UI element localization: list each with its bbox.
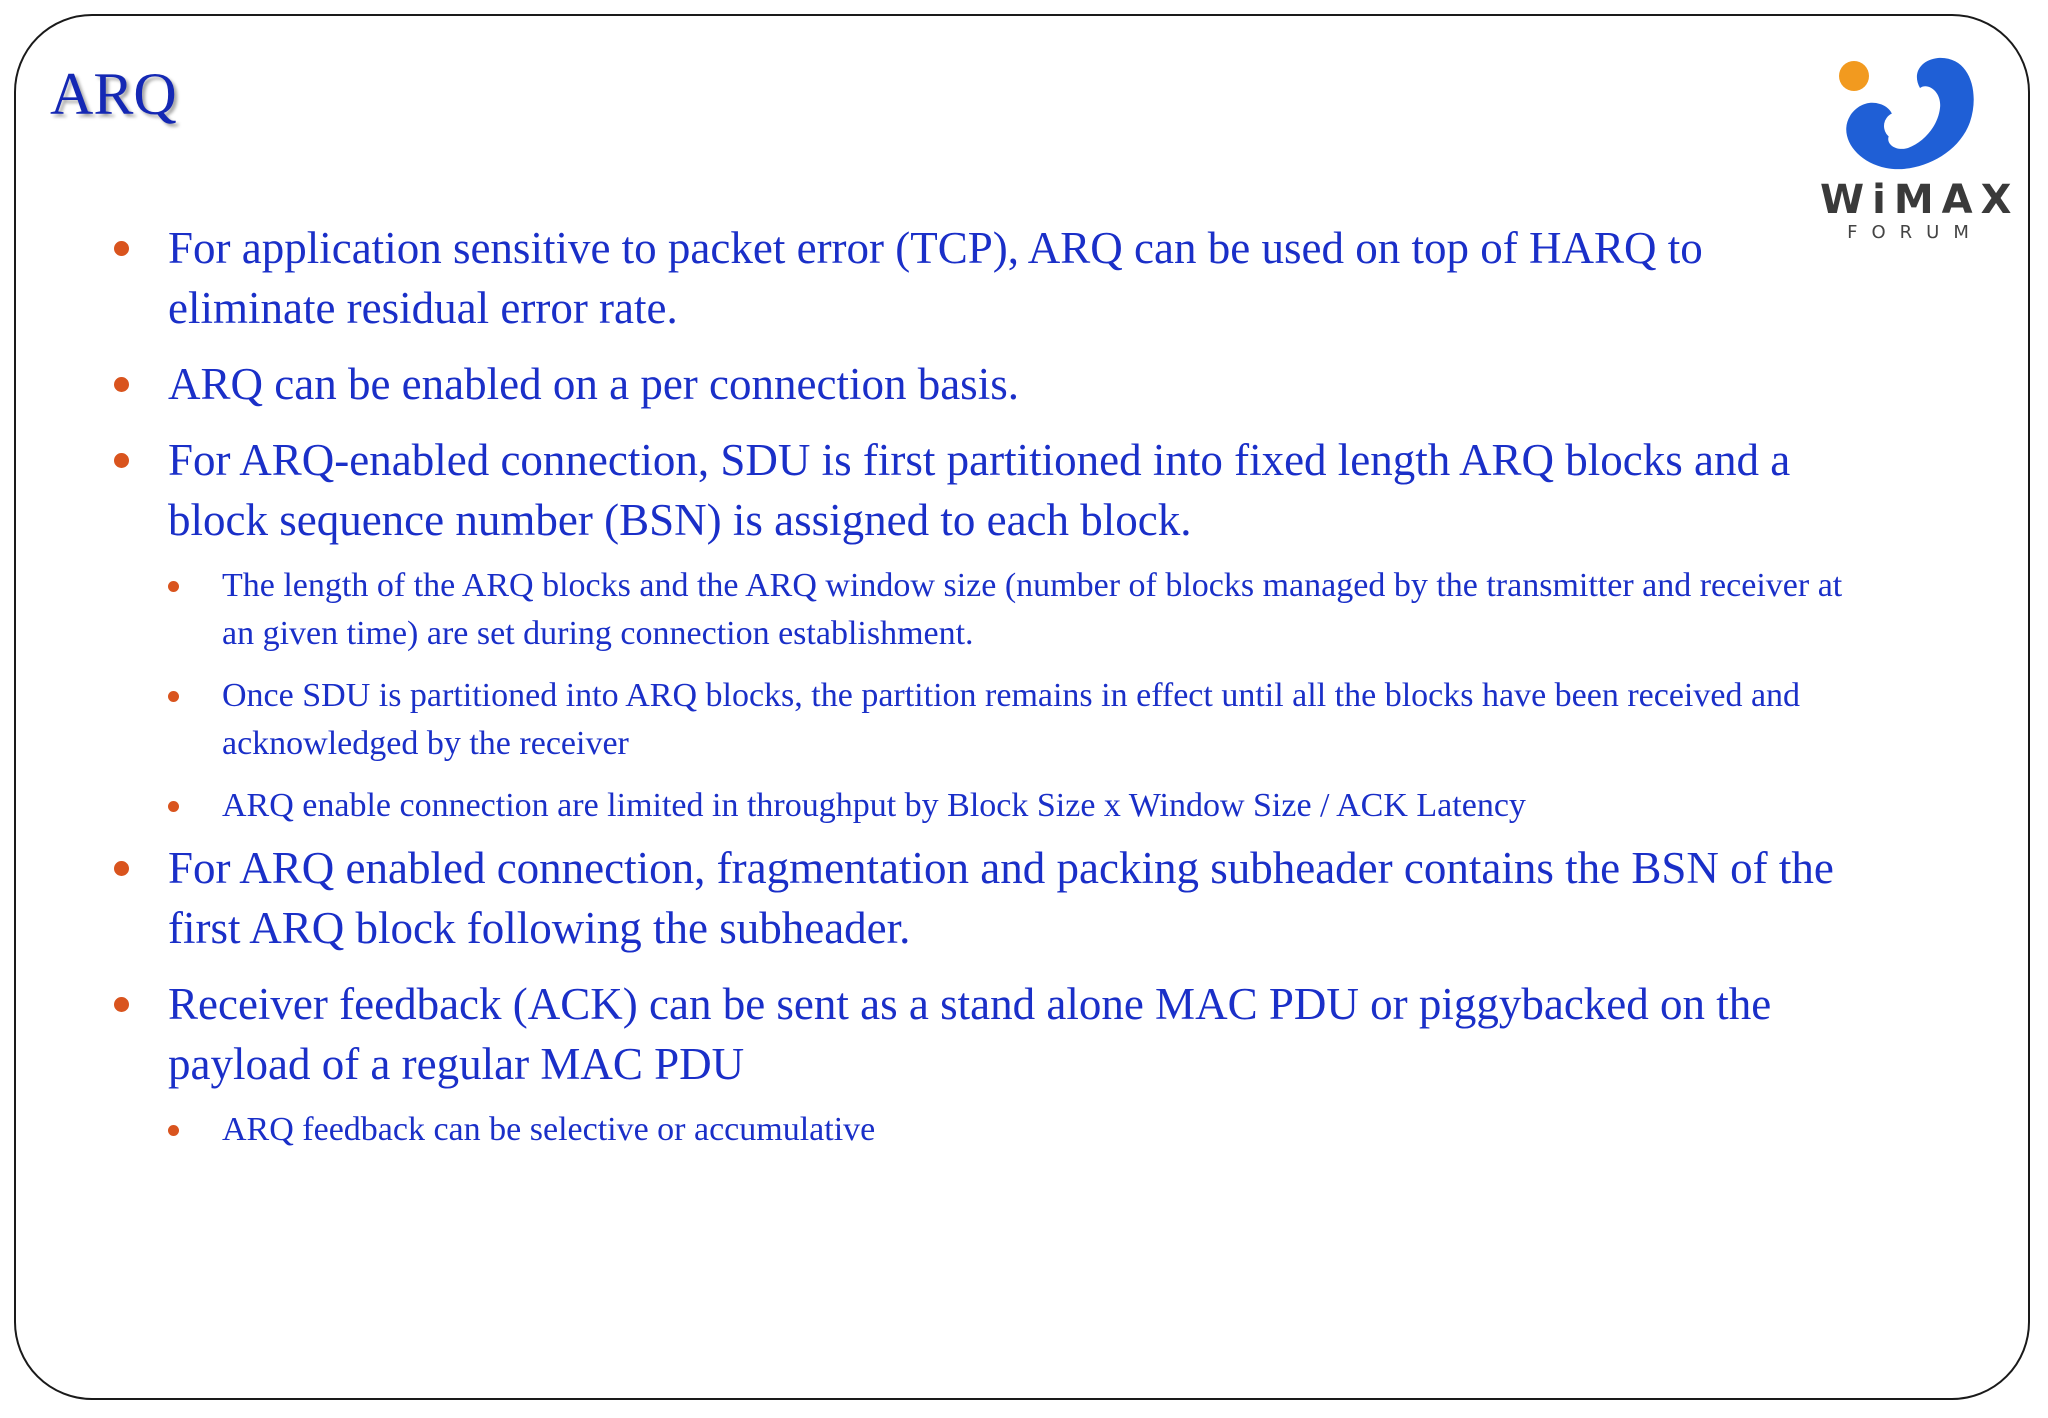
sub-bullet-item	[168, 782, 1850, 830]
bullet-text: ARQ can be enabled on a per connection basis.	[168, 359, 1019, 409]
bullet-dot-icon	[168, 581, 179, 592]
sub-bullet-text: The length of the ARQ blocks and the ARQ window size (number of blocks managed by the transmitter and receiver at an given time) are set during connection establishment.	[222, 567, 1843, 652]
bullet-text: For ARQ enabled connection, fragmentation and packing subheader contains the BSN of the first ARQ block following the subheader.	[168, 843, 1834, 953]
bullet-dot-icon	[114, 241, 129, 256]
bullet-dot-icon	[168, 691, 179, 702]
logo-subword: FORUM	[1847, 222, 1983, 243]
bullet-item	[110, 838, 1850, 958]
bullet-dot-icon	[114, 453, 129, 468]
bullet-text: For ARQ-enabled connection, SDU is first partitioned into fixed length ARQ blocks and a block sequence number (BSN) is assigned to each block.	[168, 435, 1791, 545]
sub-bullet-item	[168, 1106, 1850, 1154]
bullet-dot-icon	[168, 1125, 179, 1136]
sub-bullet-item	[168, 672, 1850, 768]
bullet-list	[110, 218, 1850, 1168]
bullet-dot-icon	[114, 377, 129, 392]
slide-title: ARQ	[50, 61, 177, 127]
bullet-text: Receiver feedback (ACK) can be sent as a stand alone MAC PDU or piggybacked on the payload of a regular MAC PDU	[168, 979, 1772, 1089]
bullet-item	[110, 218, 1850, 338]
bullet-dot-icon	[114, 997, 129, 1012]
bullet-item	[110, 974, 1850, 1094]
sub-bullet-text: Once SDU is partitioned into ARQ blocks, the partition remains in effect until all the blocks have been received and acknowledged by the receiver	[222, 677, 1801, 762]
bullet-dot-icon	[114, 861, 129, 876]
logo-wordmark: WiMAX	[1820, 177, 2020, 223]
wimax-logo-mark-icon	[1820, 52, 2000, 182]
sub-bullet-text: ARQ feedback can be selective or accumulative	[222, 1111, 876, 1148]
sub-bullet-item	[168, 562, 1850, 658]
bullet-item	[110, 430, 1850, 550]
bullet-text: For application sensitive to packet error (TCP), ARQ can be used on top of HARQ to eliminate residual error rate.	[168, 223, 1703, 333]
sub-bullet-text: ARQ enable connection are limited in throughput by Block Size x Window Size / ACK Latency	[222, 787, 1526, 824]
bullet-dot-icon	[168, 801, 179, 812]
bullet-item	[110, 354, 1850, 414]
